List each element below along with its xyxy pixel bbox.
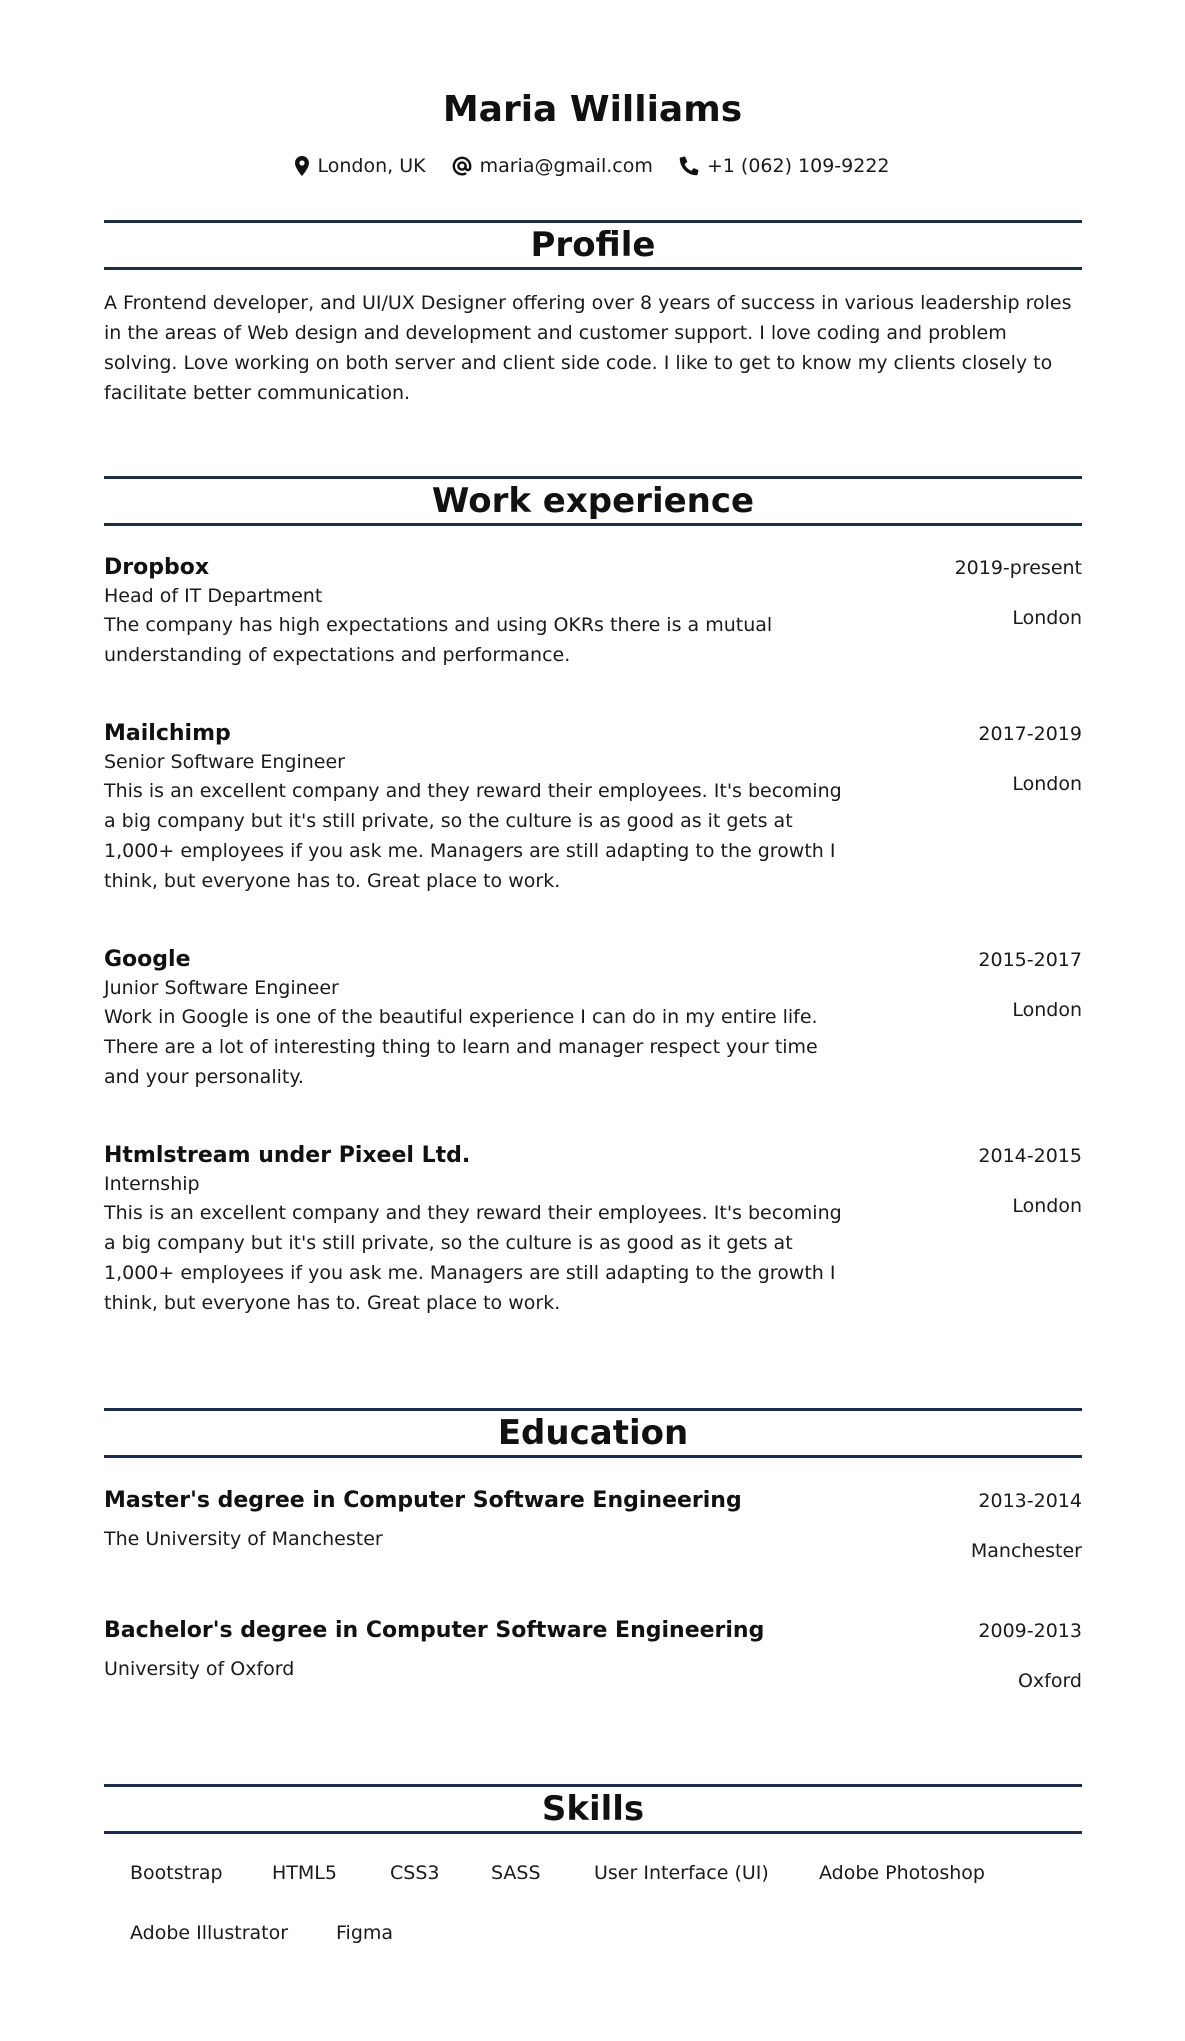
job-location: London	[1012, 773, 1082, 795]
job-period: 2014-2015	[978, 1145, 1082, 1167]
education-location: Oxford	[1017, 1670, 1082, 1692]
job-location: London	[1012, 999, 1082, 1021]
map-pin-icon	[295, 156, 309, 176]
education-location: Manchester	[970, 1540, 1082, 1562]
job-title: Junior Software Engineer	[104, 977, 339, 999]
job-title: Senior Software Engineer	[104, 751, 345, 773]
job-company: Google	[104, 947, 191, 972]
education-school: University of Oxford	[104, 1658, 295, 1680]
at-sign-icon	[452, 156, 472, 176]
education-degree: Bachelor's degree in Computer Software Engineering	[104, 1618, 765, 1643]
contact-email[interactable]	[452, 150, 653, 182]
job-period: 2015-2017	[978, 949, 1082, 971]
job-description: The company has high expectations and using OKRs there is a mutual understanding of expectations and performance.	[104, 614, 773, 666]
job-location: London	[1012, 1195, 1082, 1217]
job-company: Htmlstream under Pixeel Ltd.	[104, 1143, 471, 1168]
section-title: Profile	[530, 225, 656, 265]
skill-tag: User Interface (UI)	[594, 1862, 769, 1884]
skill-tag: SASS	[491, 1862, 541, 1884]
phone-icon	[679, 156, 699, 176]
education-period: 2009-2013	[978, 1620, 1082, 1642]
education-school: The University of Manchester	[104, 1528, 383, 1550]
job-company: Dropbox	[104, 555, 210, 580]
job-period: 2017-2019	[978, 723, 1082, 745]
job-title: Head of IT Department	[104, 585, 323, 607]
resume-name: Maria Williams	[442, 89, 743, 130]
skill-tag: Bootstrap	[130, 1862, 223, 1884]
job-title: Internship	[104, 1173, 200, 1195]
contact-location	[295, 150, 425, 182]
profile-section-header	[104, 220, 1082, 270]
location-text: London, UK	[317, 155, 426, 177]
job-period: 2019-present	[954, 557, 1082, 579]
job-description: This is an excellent company and they reward their employees. It's becoming a big company but it's still private, so the culture is as good as it gets at 1,000+ employees if you ask me. Managers are still adapting to the growth I think, but everyone has to. Great place to work.	[104, 1202, 842, 1314]
profile-summary: A Frontend developer, and UI/UX Designer offering over 8 years of success in various leadership roles in the areas of Web design and development and customer support. I love coding and problem solving. Love working on both server and client side code. I like to get to know my clients closely to facilitate better communication.	[104, 292, 1072, 404]
education-period: 2013-2014	[978, 1490, 1082, 1512]
section-title: Work experience	[431, 481, 755, 521]
job-description: Work in Google is one of the beautiful experience I can do in my entire life. There are a lot of interesting thing to learn and manager respect your time and your personality.	[104, 1006, 818, 1088]
phone-text[interactable]: +1 (062) 109-9222	[706, 155, 890, 177]
skill-tag: HTML5	[272, 1862, 337, 1884]
skill-tag: Adobe Illustrator	[130, 1922, 289, 1944]
section-title: Skills	[541, 1789, 645, 1829]
contact-phone[interactable]	[679, 150, 890, 182]
skills-section-header	[104, 1784, 1082, 1834]
skill-tag: Figma	[336, 1922, 394, 1944]
email-link[interactable]: maria@gmail.com	[479, 155, 653, 177]
job-location: London	[1012, 607, 1082, 629]
skill-tag: CSS3	[390, 1862, 440, 1884]
job-company: Mailchimp	[104, 721, 231, 746]
job-description: This is an excellent company and they reward their employees. It's becoming a big company but it's still private, so the culture is as good as it gets at 1,000+ employees if you ask me. Managers are still adapting to the growth I think, but everyone has to. Great place to work.	[104, 780, 842, 892]
section-title: Education	[497, 1413, 689, 1453]
contact-bar	[0, 150, 1185, 182]
skill-tag: Adobe Photoshop	[819, 1862, 985, 1884]
education-section-header	[104, 1408, 1082, 1458]
work-section-header	[104, 476, 1082, 526]
education-degree: Master's degree in Computer Software Engineering	[104, 1488, 742, 1513]
